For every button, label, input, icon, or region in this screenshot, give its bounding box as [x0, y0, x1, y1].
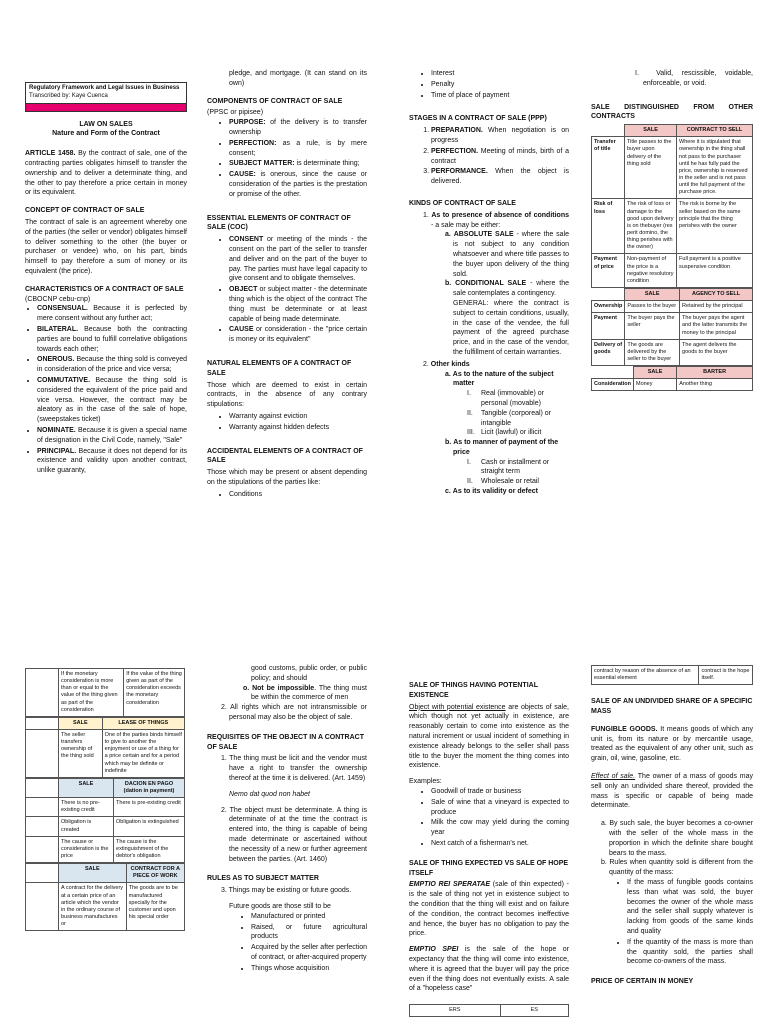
table-header: DACION EN PAGO (dation in payment) [114, 778, 185, 797]
sale-vs-contract-to-sell-table [591, 124, 753, 288]
table-row [592, 137, 753, 199]
table-header: LEASE OF THINGS [102, 717, 184, 729]
list-item: • CONSENT or meeting of the minds - the consent on the part of the seller to transfer and deliver and on the part of the buyer to pay. The parties must have legal capacity to give consent and to obligate themselves. [229, 235, 367, 284]
table-cell: There is no pre-existing credit [59, 798, 114, 817]
natural-list [207, 412, 367, 433]
list-item: • Milk the cow may yield during the coming year [431, 818, 569, 838]
table-cell: There is pre-existing credit [114, 798, 185, 817]
table-row [592, 199, 753, 254]
table-header: SALE [625, 289, 680, 301]
sale-vs-barter-table-continued [25, 668, 185, 717]
table-header: CONTRACT FOR A PIECE OF WORK [126, 864, 184, 883]
row-label: Consideration [592, 379, 634, 391]
characteristics-heading: CHARACTERISTICS OF A CONTRACT OF SALE [25, 285, 184, 293]
list-item: • CONSENSUAL. Because it is perfected by mere consent without any further act; [37, 304, 187, 324]
page2-column-2 [207, 664, 367, 975]
impossible-item: o. Not be impossible. The thing must be within the commerce of men [243, 684, 367, 702]
list-item: III. Licit (lawful) or illicit [467, 429, 542, 437]
examples-list [409, 787, 569, 849]
row-label [26, 836, 59, 862]
table-cell: The agent delivers the goods to the buyer [680, 339, 753, 365]
list-item: • ONEROUS. Because the thing sold is conveyed in consideration of the price and vice versa; [37, 355, 187, 375]
law-title: LAW ON SALES [79, 120, 133, 128]
list-item: • Time of place of payment [431, 91, 569, 101]
row-label: Risk of loss [592, 199, 625, 254]
list-item: I. Real (immovable) or personal (movable) [467, 390, 545, 407]
table-header: CONTRACT TO SELL [677, 125, 753, 137]
list-item: • Acquired by the seller after perfection of contract, or after-acquired property [251, 943, 367, 963]
undivided-share-heading: SALE OF AN UNDIVIDED SHARE OF A SPECIFIC MASS [591, 698, 753, 716]
row-label [26, 669, 59, 717]
requisite-2: 2. The object must be determinate. A thing is determinate of at the time the contract is entered into, the thing is capable of being made determinate or ascertained without the necessity of a new or further agreement between the parties. (Art. 1460) [221, 806, 367, 863]
components-mnemonic: (PPSC or pipisee) [207, 109, 264, 117]
list-item: • SUBJECT MATTER: is determinate thing; [229, 159, 367, 169]
column-1 [25, 82, 187, 477]
column-4 [591, 69, 753, 391]
kind-2b: b. As to manner of payment of the price [445, 439, 559, 456]
rule-b: b. Rules when quantity sold is different from the quantity of the mass: [601, 859, 753, 877]
kind-2c: c. As to its validity or defect [445, 488, 538, 496]
list-item: • Warranty against hidden defects [229, 423, 367, 433]
table-cell: One of the parties binds himself to give to another the enjoyment or use of a thing for a price certain and for a period which may be definite or indefinite [102, 729, 184, 777]
stages-heading: STAGES IN A CONTRACT OF SALE (PPP) [409, 115, 547, 123]
fungible-goods-text: FUNGIBLE GOODS. It means goods of which any unit is, from its nature or by mercantile usage, treated as the equivalent of any other unit, such as grain, oil, wine, gasoline, etc. [591, 725, 753, 763]
natural-heading: NATURAL ELEMENTS OF A CONTRACT OF SALE [207, 359, 352, 377]
table-row [26, 669, 185, 717]
kind-2a: a. As to the nature of the subject matter [445, 370, 554, 388]
list-item: 1. PREPARATION. When negotiation is on progress [431, 126, 569, 146]
essential-heading: ESSENTIAL ELEMENTS OF CONTRACT OF SALE (COC) [207, 214, 351, 232]
sale-vs-piece-of-work-table [25, 863, 185, 931]
row-label [26, 729, 59, 777]
kind-1b: b. CONDITIONAL SALE - where the sale contemplates a contingency. [445, 280, 569, 298]
es-text: EMPTIO SPEI is the sale of the hope or expectancy that the thing will come into existence, where it is agreed that the buyer will pay the price even if the thing does not eventually exists. A sale of a "hopeless case" [409, 946, 570, 993]
table-row [592, 379, 753, 391]
table-header: ERS [410, 1005, 501, 1017]
kind-2b-list [409, 458, 569, 487]
document-header [25, 82, 187, 104]
table-cell: A contract for the delivery at a certain price of an article which the vendor in the ordinary course of business manufactures or [59, 883, 127, 931]
row-label: Payment of price [592, 254, 625, 288]
table-cell: If the monetary consideration is more than or equal to the value of the thing given as part of the consideration [59, 669, 124, 717]
table-cell: contract by reason of the absence of an essential element [592, 666, 699, 685]
table-header: SALE [59, 864, 127, 883]
row-label [26, 817, 59, 836]
column-3 [409, 69, 569, 497]
requisite-1: 1. The thing must be licit and the vendor must have a right to transfer the ownership thereof at the time it is delivered. (Art. 1459) [221, 755, 367, 782]
accidental-heading: ACCIDENTAL ELEMENTS OF A CONTRACT OF SALE [207, 447, 363, 465]
table-cell: If the value of the thing given as part of the consideration exceeds the monetary consideration [124, 669, 185, 717]
list-item: 2. PERFECTION. Meeting of minds, birth of a contract [431, 147, 569, 167]
table-cell: The goods are to be manufactured specially for the customer and upon his special order [126, 883, 184, 931]
characteristics-mnemonic: (CBOCNP cebu-cnp) [25, 295, 91, 303]
list-item: 3. PERFORMANCE. When the object is delivered. [431, 167, 569, 187]
table-cell: contract is the hope itself. [699, 666, 753, 685]
table-cell: The cause is the extinguishment of the debtor's obligation [114, 836, 185, 862]
table-cell: Another thing [677, 379, 753, 391]
table-row [592, 301, 753, 313]
list-item: • Raised, or future agricultural products [251, 923, 367, 943]
table-header: SALE [633, 367, 676, 379]
list-item: • Manufactured or printed [251, 912, 367, 922]
list-item: • Penalty [431, 80, 569, 90]
public-policy-text: good customs, public order, or public policy; and should [251, 665, 367, 682]
table-cell: Money [633, 379, 676, 391]
list-item: • NOMINATE. Because it is given a special name of designation in the Civil Code, namely, "Sale" [37, 426, 187, 446]
list-item: • PRINCIPAL. Because it does not depend for its existence and validity upon another contract, unlike guaranty, [37, 447, 187, 476]
article-label: ARTICLE 1458. [25, 150, 76, 158]
table-cell: Non-payment of the price is a negative resolutory condition [625, 254, 677, 288]
kind-2a-list [409, 389, 569, 438]
validity-item: I. Valid, rescissible, voidable, enforceable, or void. [635, 70, 753, 87]
header-color-bar [25, 104, 187, 112]
potential-existence-text: Object with potential existence are objects of sale, which though not yet actually in existence, are reasonably certain to come into existence as the natural increment or usual incident of something in existence already belongs to the seller shall pass title to the buyer the moment the thing comes into existence. [409, 703, 569, 770]
requisites-heading: REQUISITES OF THE OBJECT IN A CONTRACT OF SALE [207, 733, 364, 751]
ers-vs-es-table [409, 1004, 569, 1017]
page2-column-3 [409, 673, 569, 1017]
kind-1: 1. As to presence of absence of conditions - a sale may be either: [423, 211, 569, 229]
table-header: AGENCY TO SELL [680, 289, 753, 301]
table-cell: The cause or consideration is the price [59, 836, 114, 862]
table-header: SALE [59, 717, 103, 729]
list-item: • Next catch of a fisherman's net. [431, 839, 569, 849]
table-row [592, 313, 753, 339]
accidental-list [207, 490, 367, 500]
article-paragraph [25, 149, 187, 198]
page2-column-4 [591, 665, 753, 989]
column-2 [207, 69, 367, 500]
document-subtitle: Transcribed by: Kaye Cuenca [29, 92, 108, 99]
nemo-dat-text: Nemo dat quod non habet [229, 790, 310, 798]
list-item: • Warranty against eviction [229, 412, 367, 422]
table-row [26, 836, 185, 862]
concept-text: The contract of sale is an agreement whereby one of the parties (the seller or vendor) obligates himself to deliver something to the other (the buyer or purchaser or vendee) who, on his part, binds himself to pay therefore a sum of money or its equivalent (the price). [25, 218, 187, 275]
kind-1a: a. ABSOLUTE SALE - where the sale is not subject to any condition whatsoever and where title passes to the buyer upon delivery of the thing sold. [445, 231, 570, 278]
table-cell: The goods are delivered by the seller to the buyer [625, 339, 680, 365]
components-list [207, 118, 367, 199]
effect-of-sale-text: Effect of sale. The owner of a mass of goods may sell only an undivided share thereof, provided the mass is specific or capable of being made determinate. [591, 773, 753, 810]
table-cell: Retained by the principal [680, 301, 753, 313]
concept-heading: CONCEPT OF CONTRACT OF SALE [25, 207, 145, 215]
table-row [26, 798, 185, 817]
rule-a: a. By such sale, the buyer becomes a co-owner with the seller of the whole mass in the proportion in which the definite share bought bears to the mass. [601, 820, 753, 857]
document-title: Regulatory Framework and Legal Issues in Business [29, 85, 180, 91]
kind-1b-general: GENERAL: where the contract is subject to certain conditions, usually, in the case of the vendee, the full payment of the agreed purchase price, and in the case of the vendor, the fulfillment of certain warranties. [453, 299, 569, 356]
table-header: SALE [59, 778, 114, 797]
list-item: • OBJECT or subject matter - the determinate thing which is the object of the contract The thing must be determinate or at least capable of being made determinate. [229, 285, 367, 324]
list-item: • PERFECTION: as a rule, is by mere consent; [229, 139, 367, 159]
examples-label: Examples: [409, 778, 442, 786]
sale-vs-dacion-table [25, 778, 185, 863]
ers-vs-es-table-continued [591, 665, 753, 685]
table-header: SALE [625, 125, 677, 137]
article-text: By the contract of sale, one of the contracting parties obligates himself to transfer the ownership and to deliver a determinate thing, and the other to pay therefore a price certain in money or its equivalent. [25, 150, 188, 197]
list-item: • Things whose acquisition [251, 964, 367, 974]
table-cell: Full payment is a positive suspensive condition [677, 254, 753, 288]
table-row [26, 883, 185, 931]
ers-text: EMPTIO REI SPERATAE (sale of thin expected) - is the sale of thing not yet in existence subject to the condition that the thing will exist and on failure of the condition, the contract becomes ineffective and hence, the buyer has no obligation to pay the price. [409, 881, 569, 938]
table-cell: The seller transfers ownership of the thing sold [59, 729, 103, 777]
list-item: • BILATERAL. Because both the contracting parties are bound to fulfill correlative obligations towards each other; [37, 325, 187, 354]
table-row [592, 254, 753, 288]
list-item: II. Wholesale or retail [467, 478, 539, 486]
page2-column-1 [25, 668, 185, 931]
distinguished-heading: SALE DISTINGUISHED FROM OTHER CONTRACTS [591, 103, 753, 121]
table-cell: The buyer pays the seller [625, 313, 680, 339]
characteristics-list [25, 304, 187, 476]
hope-heading: SALE OF THING EXPECTED VS SALE OF HOPE ITSELF [409, 859, 569, 877]
row-label: Delivery of goods [592, 339, 625, 365]
rules-heading: RULES AS TO SUBJECT MATTER [207, 875, 319, 883]
list-item: • Goodwill of trade or business [431, 787, 569, 797]
continuation-text: pledge, and mortgage. (It can stand on its own) [229, 70, 367, 87]
row-label [26, 883, 59, 931]
table-cell: The risk is borne by the seller based on the same principle that the thing perishes with the owner [677, 199, 753, 254]
kinds-heading: KINDS OF CONTRACT OF SALE [409, 199, 516, 207]
list-item: • If the quantity of the mass is more than the quantity sold, the parties shall become co-owners of the mass. [627, 938, 753, 967]
sale-vs-barter-table [591, 366, 753, 391]
row-label: Payment [592, 313, 625, 339]
table-row [26, 817, 185, 836]
row-label: Ownership [592, 301, 625, 313]
list-item: • CAUSE: is onerous, since the cause or consideration of the parties is the prestation or promise of the other. [229, 170, 367, 199]
table-cell: Title passes to the buyer upon delivery of the thing sold [625, 137, 677, 199]
stages-list [409, 126, 569, 187]
table-cell: The risk of loss or damage to the good upon delivery is on thebuyer (res perit domino, the thing perishes with the owner) [625, 199, 677, 254]
list-item: II. Tangible (corporeal) or intangible [467, 409, 552, 427]
natural-text: Those which are deemed to exist in certain contracts, in the absence of any contrary stipulations: [207, 381, 367, 409]
list-item: I. Cash or installment or straight term [467, 458, 550, 476]
sale-vs-agency-table [591, 288, 753, 366]
table-row [26, 729, 185, 777]
rule-b-list [591, 878, 753, 967]
price-heading: PRICE OF CERTAIN IN MONEY [591, 978, 694, 986]
rule-3: 3. Things may be existing or future goods. [221, 887, 352, 895]
list-item: • Interest [431, 69, 569, 79]
list-item: • COMMUTATIVE. Because the thing sold is considered the equivalent of the price paid and vice versa. However, the contract may be aleatory as in the case of the sale of hope, (sweepstakes ticket) [37, 376, 187, 425]
accidental-text: Those which may be present or absent depending on the stipulations of the parties like: [207, 469, 367, 486]
row-label: Transfer of title [592, 137, 625, 199]
table-row [592, 339, 753, 365]
list-item: • Sale of wine that a vineyard is expected to produce [431, 798, 569, 818]
table-cell: Where it is stipulated that ownership in the thing shall not pass to the purchaser until he has fully paid the price, ownership is reserved in the seller and is not pass until the full payment of the purchase price. [677, 137, 753, 199]
future-goods-text: Future goods are those still to be [229, 902, 331, 910]
table-cell: Obligation is created [59, 817, 114, 836]
list-item: • PURPOSE: of the delivery is to transfer ownership [229, 118, 367, 138]
table-cell: Passes to the buyer [625, 301, 680, 313]
potential-existence-heading: SALE OF THINGS HAVING POTENTIAL EXISTENCE [409, 682, 538, 699]
sale-vs-lease-table [25, 717, 185, 778]
table-cell: Obligation is extinguished [114, 817, 185, 836]
list-item: • If the mass of fungible goods contains less than what was sold, the buyer becomes the owner of the whole mass and the seller shall supply whatever is lacking from goods of the same kinds and quality [627, 878, 753, 937]
kind-2: 2. Other kinds [423, 360, 470, 368]
accidental-items-continued [409, 69, 569, 100]
row-label [26, 798, 59, 817]
law-subtitle: Nature and Form of the Contract [52, 130, 160, 138]
essential-mnemonic: (COC) [227, 224, 248, 232]
table-header: ES [500, 1005, 569, 1017]
list-item: • Conditions [229, 490, 367, 500]
components-heading: COMPONENTS OF CONTRACT OF SALE [207, 97, 343, 105]
table-header: BARTER [677, 367, 753, 379]
list-item: • CAUSE or consideration - the "price certain is money or its equivalent" [229, 325, 367, 345]
table-cell: The buyer pays the agent and the latter transmits the money to the principal [680, 313, 753, 339]
essentials-list [207, 235, 367, 345]
rights-item: 2. All rights which are not intransmissible or personal may also be the object of sale. [221, 704, 367, 721]
future-goods-list [207, 912, 367, 974]
